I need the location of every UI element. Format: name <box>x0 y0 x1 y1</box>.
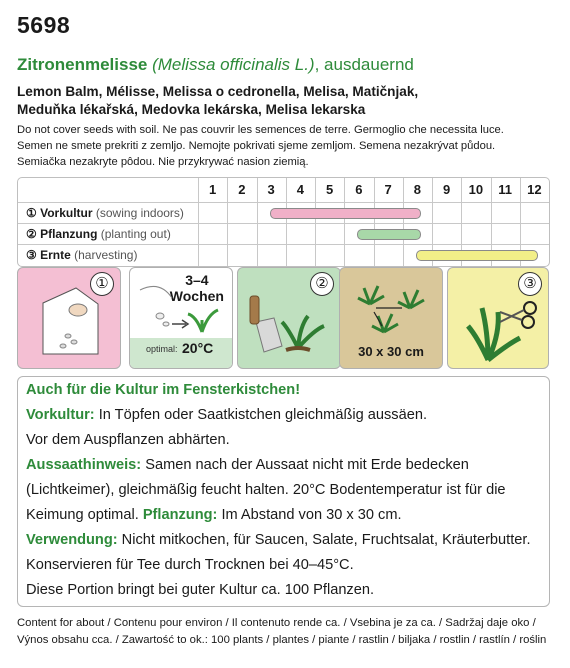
month-header-7: 7 <box>384 182 392 197</box>
article-number: 5698 <box>17 12 71 38</box>
month-header-1: 1 <box>209 182 217 197</box>
info-line-vorkultur: Vorkultur: In Töpfen oder Saatkistchen gleichmäßig aussäen. <box>26 407 427 423</box>
optimal-temperature: 20°C <box>182 340 214 356</box>
note-line-3: Semiačka nezakryte pôdou. Nie przykrywać nasion ziemią. <box>17 156 309 168</box>
cultivation-info <box>17 376 550 607</box>
calendar-bar-1 <box>270 208 421 219</box>
note-line-1: Do not cover seeds with soil. Ne pas couvrir les semences de terre. Germoglio che necessita luce. <box>17 124 504 136</box>
product-title <box>17 55 414 75</box>
month-header-9: 9 <box>443 182 451 197</box>
info-line-7: Konservieren für Tee durch Trocknen bei 40–45°C. <box>26 557 354 573</box>
row-label-sowing: ① Vorkultur (sowing indoors) <box>26 206 184 220</box>
step-number: ② <box>310 272 334 296</box>
pictogram-spacing <box>339 267 443 369</box>
title-latin: (Melissa officinalis L.) <box>152 55 315 74</box>
divider <box>18 223 549 224</box>
row-label-harvesting: ③ Ernte (harvesting) <box>26 248 138 262</box>
common-names-line-2: Meduňka lékařská, Medovka lekárska, Melisa lekarska <box>17 102 366 117</box>
footer-line-1: Content for about / Contenu pour environ / Il contenuto rende ca. / Vsebina je za ca. / Sadržaj daje oko / <box>17 617 536 629</box>
info-line-2: Vor dem Auspflanzen abhärten. <box>26 432 230 448</box>
common-names-line-1: Lemon Balm, Mélisse, Melissa o cedronella, Melisa, Matičnjak, <box>17 84 419 99</box>
pictogram-planting <box>237 267 341 369</box>
info-headline: Auch für die Kultur im Fensterkistchen! <box>26 382 301 398</box>
calendar-bar-3 <box>416 250 538 261</box>
pictogram-harvest <box>447 267 549 369</box>
note-line-2: Semen ne smete prekriti z zemljo. Nemojte pokrivati sjeme zemljom. Semena nezakrývat půdou. <box>17 140 496 152</box>
month-header-3: 3 <box>267 182 275 197</box>
info-line-8: Diese Portion bringt bei guter Kultur ca. 100 Pflanzen. <box>26 582 375 598</box>
month-header-5: 5 <box>326 182 334 197</box>
growing-calendar <box>17 177 550 267</box>
month-header-12: 12 <box>527 182 542 197</box>
pictogram-sowing <box>17 267 121 369</box>
footer-line-2: Výnos obsahu cca. / Zawartość to ok.: 100 plants / plantes / piante / rastlin / biljaka / rostlin / rastlín / roślin <box>17 634 547 646</box>
info-line-4: (Lichtkeimer), gleichmäßig feucht halten. 20°C Bodentemperatur ist für die <box>26 482 506 498</box>
title-suffix: , ausdauernd <box>314 55 414 74</box>
month-header-6: 6 <box>355 182 363 197</box>
month-header-11: 11 <box>498 182 512 197</box>
title-name: Zitronenmelisse <box>17 55 148 74</box>
info-line-verwendung: Verwendung: Nicht mitkochen, für Saucen, Salate, Fruchtsalat, Kräuterbutter. <box>26 532 531 548</box>
pictogram-germination <box>129 267 233 369</box>
divider <box>18 202 549 203</box>
divider <box>18 244 549 245</box>
germination-weeks: 3–4 Wochen <box>169 272 224 304</box>
month-header-4: 4 <box>296 182 304 197</box>
optimal-label: optimal: <box>146 344 178 354</box>
step-number: ③ <box>518 272 542 296</box>
info-line-aussaathinweis: Aussaathinweis: Samen nach der Aussaat nicht mit Erde bedecken <box>26 457 469 473</box>
month-header-10: 10 <box>468 182 484 197</box>
month-header-8: 8 <box>413 182 421 197</box>
row-label-planting: ② Pflanzung (planting out) <box>26 227 171 241</box>
info-line-pflanzung: Keimung optimal. Pflanzung: Im Abstand von 30 x 30 cm. <box>26 507 402 523</box>
spacing-label: 30 x 30 cm <box>358 344 424 359</box>
calendar-bar-2 <box>357 229 420 240</box>
step-number: ① <box>90 272 114 296</box>
month-header-2: 2 <box>238 182 246 197</box>
